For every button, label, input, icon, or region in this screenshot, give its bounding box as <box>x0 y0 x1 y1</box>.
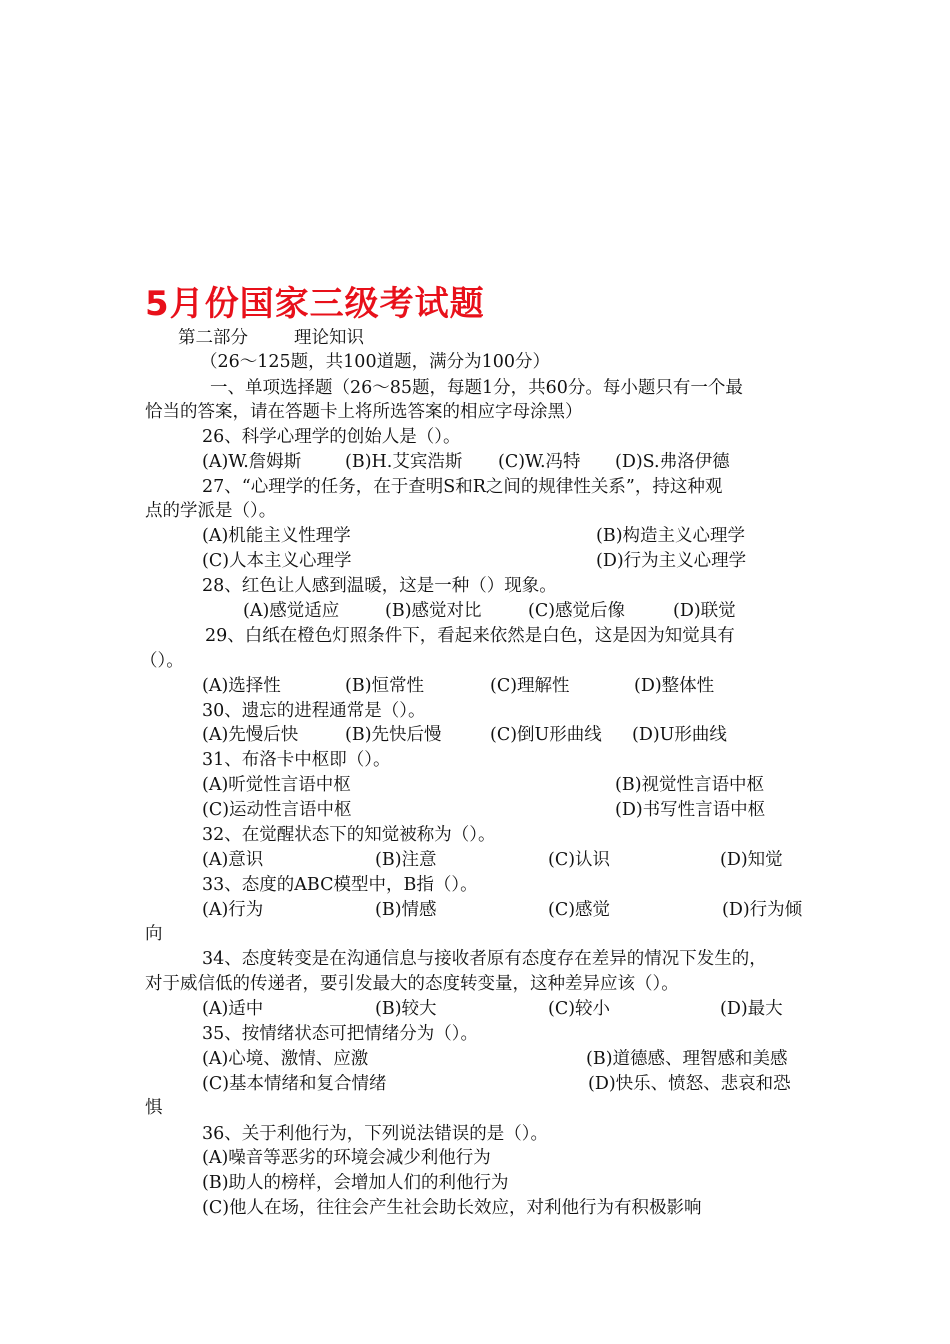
question-29-stem-line1: 29、白纸在橙色灯照条件下，看起来依然是白色，这是因为知觉具有 <box>205 626 735 646</box>
document-title: 5月份国家三级考试题 <box>145 284 485 324</box>
question-28-option-c: (C)感觉后像 <box>528 601 626 621</box>
question-36-option-a: (A)噪音等恶劣的环境会减少利他行为 <box>202 1148 491 1168</box>
question-32-option-d: (D)知觉 <box>720 850 783 870</box>
question-28-option-b: (B)感觉对比 <box>385 601 482 621</box>
question-33-stem: 33、态度的ABC模型中，B指（）。 <box>202 875 478 895</box>
question-34-option-a: (A)适中 <box>202 999 264 1019</box>
question-33-option-a: (A)行为 <box>202 900 264 920</box>
question-32-option-a: (A)意识 <box>202 850 264 870</box>
question-27-option-d: (D)行为主义心理学 <box>596 551 747 571</box>
question-27-option-b: (B)构造主义心理学 <box>596 526 746 546</box>
question-34-option-c: (C)较小 <box>548 999 611 1019</box>
part-name: 理论知识 <box>294 328 364 348</box>
question-31-stem: 31、布洛卡中枢即（）。 <box>202 750 391 770</box>
question-27-stem-line2: 点的学派是（）。 <box>145 501 277 521</box>
question-29-option-b: (B)恒常性 <box>345 676 425 696</box>
question-35-option-a: (A)心境、激情、应激 <box>202 1049 369 1069</box>
question-27-stem-line1: 27、“心理学的任务，在于查明S和R之间的规律性关系”，持这种观 <box>202 477 723 497</box>
question-34-stem-line2: 对于威信低的传递者，要引发最大的态度转变量，这种差异应该（）。 <box>145 974 679 994</box>
question-29-option-d: (D)整体性 <box>634 676 715 696</box>
question-33-option-c: (C)感觉 <box>548 900 611 920</box>
question-27-option-a: (A)机能主义性理学 <box>202 526 351 546</box>
question-35-option-d: (D)快乐、愤怒、悲哀和恐 <box>588 1074 791 1094</box>
question-34-stem-line1: 34、态度转变是在沟通信息与接收者原有态度存在差异的情况下发生的， <box>202 949 767 969</box>
section-heading-line1: 一、单项选择题（26～85题，每题1分，共60分。每小题只有一个最 <box>210 378 743 398</box>
question-31-option-b: (B)视觉性言语中枢 <box>615 775 765 795</box>
question-29-option-c: (C)理解性 <box>490 676 570 696</box>
question-33-option-d: (D)行为倾 <box>722 900 803 920</box>
question-35-option-d-continued: 惧 <box>145 1098 163 1118</box>
question-28-option-a: (A)感觉适应 <box>243 601 340 621</box>
question-32-option-c: (C)认识 <box>548 850 611 870</box>
question-34-option-b: (B)较大 <box>375 999 437 1019</box>
question-36-option-c: (C)他人在场，往往会产生社会助长效应，对利他行为有积极影响 <box>202 1198 702 1218</box>
question-33-option-b: (B)情感 <box>375 900 437 920</box>
question-34-option-d: (D)最大 <box>720 999 783 1019</box>
question-30-stem: 30、遗忘的进程通常是（）。 <box>202 701 426 721</box>
question-32-option-b: (B)注意 <box>375 850 437 870</box>
question-26-option-d: (D)S.弗洛伊德 <box>615 452 730 472</box>
question-26-option-b: (B)H.艾宾浩斯 <box>345 452 463 472</box>
question-30-option-d: (D)U形曲线 <box>632 725 727 745</box>
question-29-stem-line2: （）。 <box>140 651 184 671</box>
question-31-option-a: (A)听觉性言语中枢 <box>202 775 351 795</box>
question-28-stem: 28、红色让人感到温暖，这是一种（）现象。 <box>202 576 557 596</box>
question-26-option-a: (A)W.詹姆斯 <box>202 452 302 472</box>
question-33-option-d-continued: 向 <box>145 924 163 944</box>
range-note: （26～125题，共100道题，满分为100分） <box>200 352 550 372</box>
section-heading-line2: 恰当的答案，请在答题卡上将所选答案的相应字母涂黑） <box>145 402 583 422</box>
question-30-option-a: (A)先慢后快 <box>202 725 299 745</box>
question-29-option-a: (A)选择性 <box>202 676 281 696</box>
question-36-stem: 36、关于利他行为，下列说法错误的是（）。 <box>202 1124 549 1144</box>
question-30-option-c: (C)倒U形曲线 <box>490 725 602 745</box>
question-28-option-d: (D)联觉 <box>673 601 736 621</box>
question-32-stem: 32、在觉醒状态下的知觉被称为（）。 <box>202 825 496 845</box>
part-label: 第二部分 <box>178 328 248 348</box>
question-31-option-d: (D)书写性言语中枢 <box>615 800 766 820</box>
question-30-option-b: (B)先快后慢 <box>345 725 442 745</box>
question-31-option-c: (C)运动性言语中枢 <box>202 800 352 820</box>
question-27-option-c: (C)人本主义心理学 <box>202 551 352 571</box>
question-35-option-b: (B)道德感、理智感和美感 <box>586 1049 788 1069</box>
question-35-option-c: (C)基本情绪和复合情绪 <box>202 1074 387 1094</box>
question-36-option-b: (B)助人的榜样，会增加人们的利他行为 <box>202 1173 509 1193</box>
question-26-stem: 26、科学心理学的创始人是（）。 <box>202 427 461 447</box>
question-35-stem: 35、按情绪状态可把情绪分为（）。 <box>202 1024 479 1044</box>
question-26-option-c: (C)W.冯特 <box>498 452 581 472</box>
